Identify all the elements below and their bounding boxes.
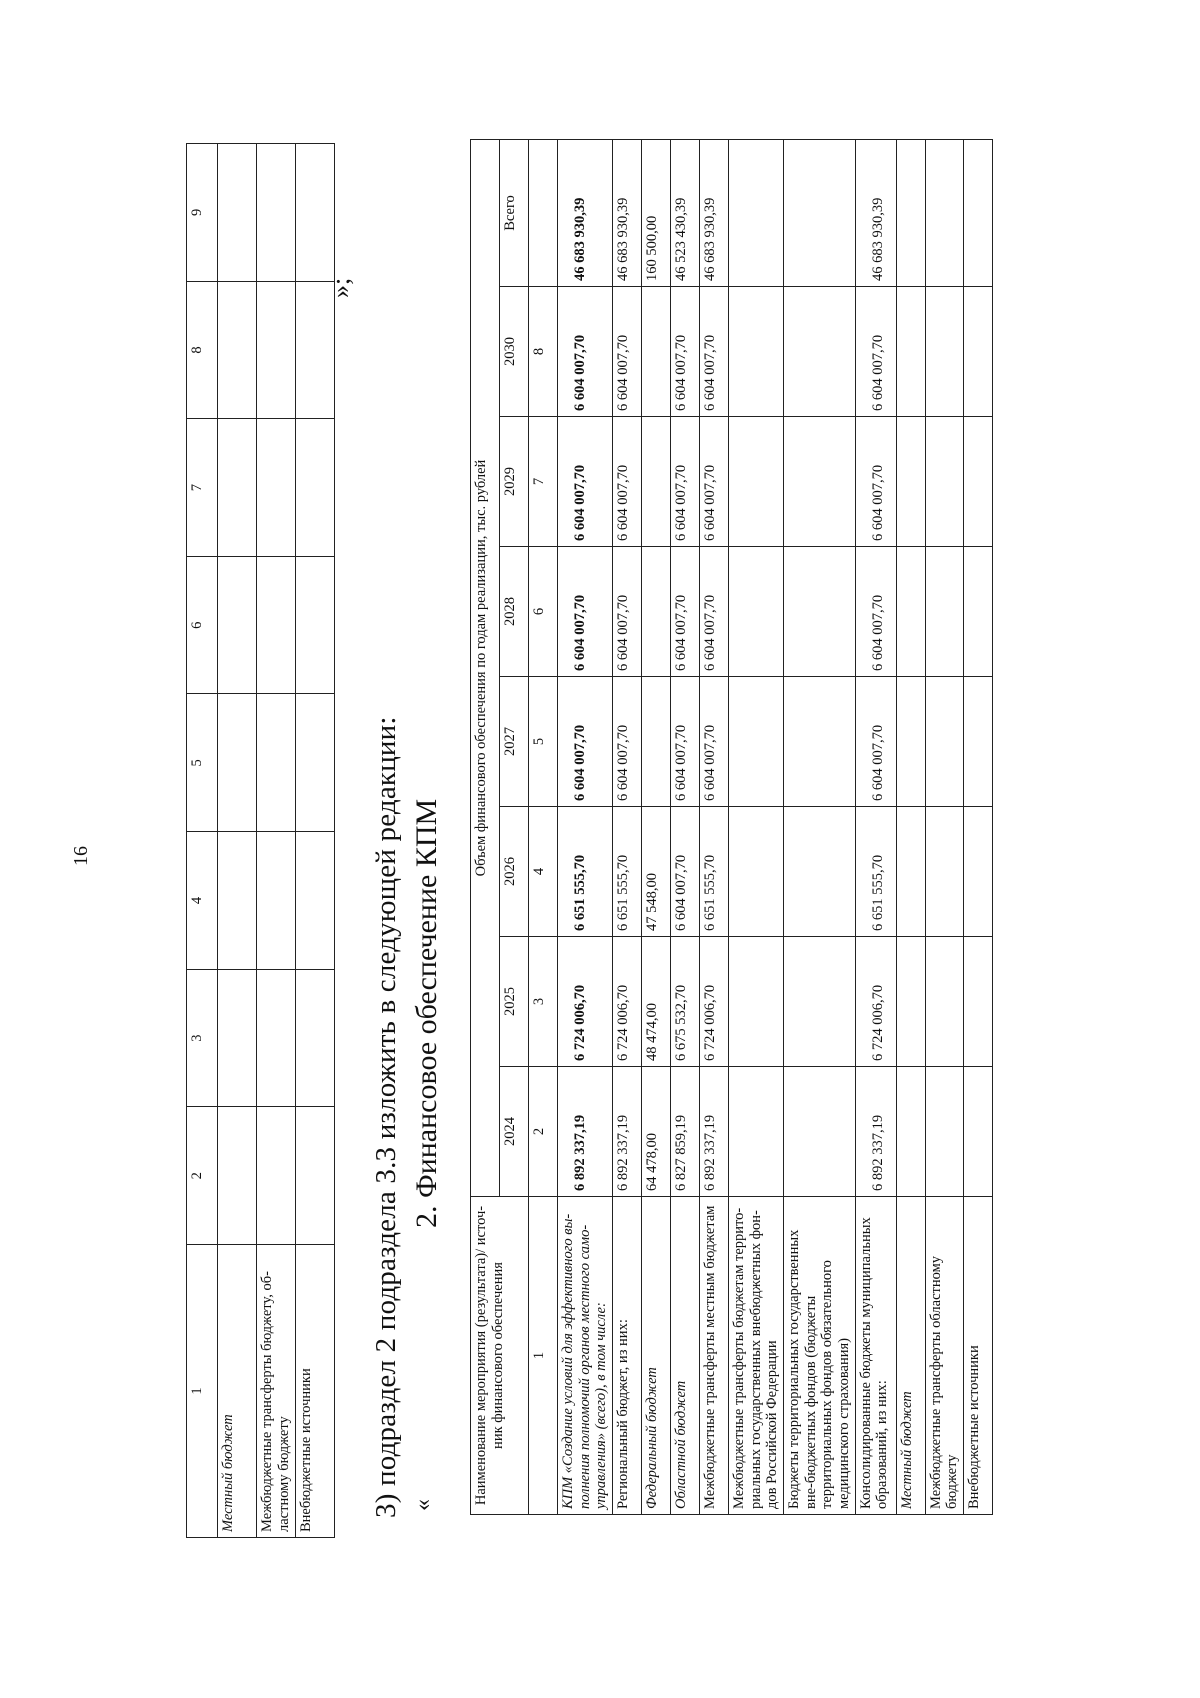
row-label: Внебюджетные источники [964, 1197, 993, 1515]
value-cell: 6 604 007,70 [671, 807, 700, 937]
table-row [257, 144, 296, 1538]
value-cell: 6 651 555,70 [558, 807, 613, 937]
value-cell [925, 1067, 963, 1197]
value-cell: 6 604 007,70 [671, 677, 700, 807]
value-cell [964, 139, 993, 286]
value-cell: 6 604 007,70 [671, 547, 700, 677]
value-cell [964, 807, 993, 937]
table-row [784, 139, 856, 1514]
value-cell: 6 604 007,70 [700, 287, 729, 417]
value-cell [218, 281, 257, 419]
value-cell [257, 694, 296, 832]
value-cell [729, 417, 784, 547]
value-cell [784, 677, 856, 807]
row-label: Межбюджетные трансферты бюджету, об-ластному бюджету [257, 1245, 296, 1538]
header-cell: 4 [187, 832, 218, 970]
value-cell: 6 651 555,70 [613, 807, 642, 937]
value-cell: 6 724 006,70 [613, 937, 642, 1067]
value-cell [964, 417, 993, 547]
column-number-empty [529, 139, 558, 286]
value-cell [257, 1107, 296, 1245]
column-number: 3 [529, 937, 558, 1067]
value-cell: 64 478,00 [642, 1067, 671, 1197]
value-cell [218, 969, 257, 1107]
value-cell: 46 683 930,39 [855, 139, 896, 286]
value-cell [257, 832, 296, 970]
column-number: 2 [529, 1067, 558, 1197]
header-cell: 9 [187, 144, 218, 282]
value-cell: 6 604 007,70 [613, 677, 642, 807]
value-cell: 6 892 337,19 [558, 1067, 613, 1197]
header-row-group [471, 139, 500, 1514]
value-cell [964, 1067, 993, 1197]
value-cell [729, 547, 784, 677]
value-cell [257, 281, 296, 419]
year-header: 2027 [500, 677, 529, 807]
value-cell [729, 677, 784, 807]
value-cell [784, 547, 856, 677]
value-cell [642, 287, 671, 417]
value-cell [218, 1107, 257, 1245]
value-cell [925, 139, 963, 286]
header-cell: 7 [187, 419, 218, 557]
continued-table [186, 143, 335, 1538]
value-cell: 47 548,00 [642, 807, 671, 937]
header-name-column: Наименование мероприятия (результата)/ источ-ник финансового обеспечения [471, 1197, 529, 1515]
column-number: 1 [529, 1197, 558, 1515]
value-cell: 6 827 859,19 [671, 1067, 700, 1197]
row-label: Бюджеты территориальных государственных вне-бюджетных фондов (бюджеты территориальных фондов обязательного медицинского страхования) [784, 1197, 856, 1515]
table-row [964, 139, 993, 1514]
value-cell [784, 937, 856, 1067]
value-cell [784, 1067, 856, 1197]
year-header: Всего [500, 139, 529, 286]
value-cell [296, 556, 335, 694]
table-row [729, 139, 784, 1514]
row-label: Межбюджетные трансферты бюджетам террито-риальных государственных внебюджетных фон-дов Российской Федерации [729, 1197, 784, 1515]
value-cell [925, 677, 963, 807]
value-cell [896, 287, 925, 417]
value-cell [729, 1067, 784, 1197]
value-cell: 6 724 006,70 [855, 937, 896, 1067]
value-cell: 6 604 007,70 [700, 547, 729, 677]
opening-quote-mark: « [410, 1499, 436, 1511]
value-cell [257, 144, 296, 282]
value-cell: 46 683 930,39 [613, 139, 642, 286]
value-cell: 6 604 007,70 [613, 417, 642, 547]
value-cell: 46 683 930,39 [700, 139, 729, 286]
value-cell [729, 139, 784, 286]
value-cell: 6 604 007,70 [855, 287, 896, 417]
value-cell [729, 937, 784, 1067]
header-cell: 2 [187, 1107, 218, 1245]
row-label: Федеральный бюджет [642, 1197, 671, 1515]
column-number: 6 [529, 547, 558, 677]
value-cell [925, 547, 963, 677]
value-cell [784, 139, 856, 286]
value-cell: 6 604 007,70 [558, 677, 613, 807]
table-row [218, 144, 257, 1538]
row-label: Межбюджетные трансферты местным бюджетам [700, 1197, 729, 1515]
value-cell [257, 556, 296, 694]
value-cell [896, 937, 925, 1067]
column-number: 7 [529, 417, 558, 547]
value-cell [896, 139, 925, 286]
value-cell: 46 523 430,39 [671, 139, 700, 286]
header-cell: 6 [187, 556, 218, 694]
value-cell [896, 547, 925, 677]
value-cell: 6 604 007,70 [558, 287, 613, 417]
value-cell [218, 694, 257, 832]
value-cell: 6 604 007,70 [855, 417, 896, 547]
value-cell [257, 969, 296, 1107]
value-cell: 6 892 337,19 [700, 1067, 729, 1197]
value-cell: 6 604 007,70 [613, 547, 642, 677]
table-row [558, 139, 613, 1514]
value-cell [642, 547, 671, 677]
column-number: 8 [529, 287, 558, 417]
value-cell: 6 604 007,70 [558, 417, 613, 547]
value-cell: 6 604 007,70 [671, 417, 700, 547]
value-cell: 6 651 555,70 [700, 807, 729, 937]
value-cell: 6 724 006,70 [700, 937, 729, 1067]
value-cell [296, 281, 335, 419]
value-cell: 6 604 007,70 [671, 287, 700, 417]
header-cell: 5 [187, 694, 218, 832]
value-cell [296, 832, 335, 970]
value-cell: 6 604 007,70 [855, 547, 896, 677]
value-cell: 6 604 007,70 [613, 287, 642, 417]
value-cell [964, 287, 993, 417]
financing-table-body [558, 139, 993, 1514]
table-row [671, 139, 700, 1514]
year-header: 2030 [500, 287, 529, 417]
value-cell [964, 547, 993, 677]
table-row [296, 144, 335, 1538]
value-cell [218, 556, 257, 694]
row-label: Областной бюджет [671, 1197, 700, 1515]
page-number: 16 [70, 846, 92, 866]
table-row [855, 139, 896, 1514]
value-cell [925, 417, 963, 547]
header-cell: 3 [187, 969, 218, 1107]
value-cell: 6 604 007,70 [700, 677, 729, 807]
value-cell [729, 287, 784, 417]
value-cell: 6 604 007,70 [855, 677, 896, 807]
section-title: 2. Финансовое обеспечение КПМ [410, 798, 443, 1228]
value-cell [925, 937, 963, 1067]
value-cell: 6 675 532,70 [671, 937, 700, 1067]
table-row [642, 139, 671, 1514]
value-cell: 6 604 007,70 [700, 417, 729, 547]
table-row [700, 139, 729, 1514]
value-cell: 6 724 006,70 [558, 937, 613, 1067]
value-cell [896, 417, 925, 547]
value-cell [896, 1067, 925, 1197]
row-label: Межбюджетные трансферты областному бюджету [925, 1197, 963, 1515]
row-label: КПМ «Создание условий для эффективного вы-полнения полномочий органов местного само-управления» (всего), в том числе: [558, 1197, 613, 1515]
header-group-title: Объем финансового обеспечения по годам реализации, тыс. рублей [471, 139, 500, 1196]
value-cell [296, 144, 335, 282]
year-header: 2024 [500, 1067, 529, 1197]
amendment-paragraph: 3) подраздел 2 подраздела 3.3 изложить в следующей редакции: [370, 716, 402, 1518]
value-cell: 160 500,00 [642, 139, 671, 286]
value-cell: 6 892 337,19 [613, 1067, 642, 1197]
value-cell [296, 969, 335, 1107]
financing-table [470, 139, 993, 1515]
row-label: Местный бюджет [218, 1245, 257, 1538]
table-row [925, 139, 963, 1514]
value-cell [296, 419, 335, 557]
row-label: Региональный бюджет, из них: [613, 1197, 642, 1515]
closing-quote-mark: »; [326, 277, 355, 298]
year-header: 2026 [500, 807, 529, 937]
row-label: Местный бюджет [896, 1197, 925, 1515]
year-header: 2029 [500, 417, 529, 547]
value-cell [925, 807, 963, 937]
value-cell [218, 419, 257, 557]
value-cell: 6 892 337,19 [855, 1067, 896, 1197]
value-cell [784, 287, 856, 417]
value-cell [896, 677, 925, 807]
header-cell: 8 [187, 281, 218, 419]
header-cell: 1 [187, 1245, 218, 1538]
value-cell [925, 287, 963, 417]
value-cell [784, 807, 856, 937]
value-cell [218, 832, 257, 970]
value-cell: 6 604 007,70 [558, 547, 613, 677]
table-row [896, 139, 925, 1514]
column-number: 4 [529, 807, 558, 937]
continued-table-header [187, 144, 218, 1538]
value-cell [642, 677, 671, 807]
value-cell: 6 651 555,70 [855, 807, 896, 937]
value-cell [896, 807, 925, 937]
header-row-numbers [529, 139, 558, 1514]
row-label: Внебюджетные источники [296, 1245, 335, 1538]
year-header: 2028 [500, 547, 529, 677]
value-cell [964, 677, 993, 807]
value-cell [642, 417, 671, 547]
row-label: Консолидированные бюджеты муниципальных образований, из них: [855, 1197, 896, 1515]
year-header: 2025 [500, 937, 529, 1067]
value-cell [784, 417, 856, 547]
value-cell [257, 419, 296, 557]
value-cell: 48 474,00 [642, 937, 671, 1067]
value-cell [218, 144, 257, 282]
value-cell [964, 937, 993, 1067]
value-cell [296, 694, 335, 832]
value-cell: 46 683 930,39 [558, 139, 613, 286]
table-row [613, 139, 642, 1514]
value-cell [729, 807, 784, 937]
column-number: 5 [529, 677, 558, 807]
value-cell [296, 1107, 335, 1245]
